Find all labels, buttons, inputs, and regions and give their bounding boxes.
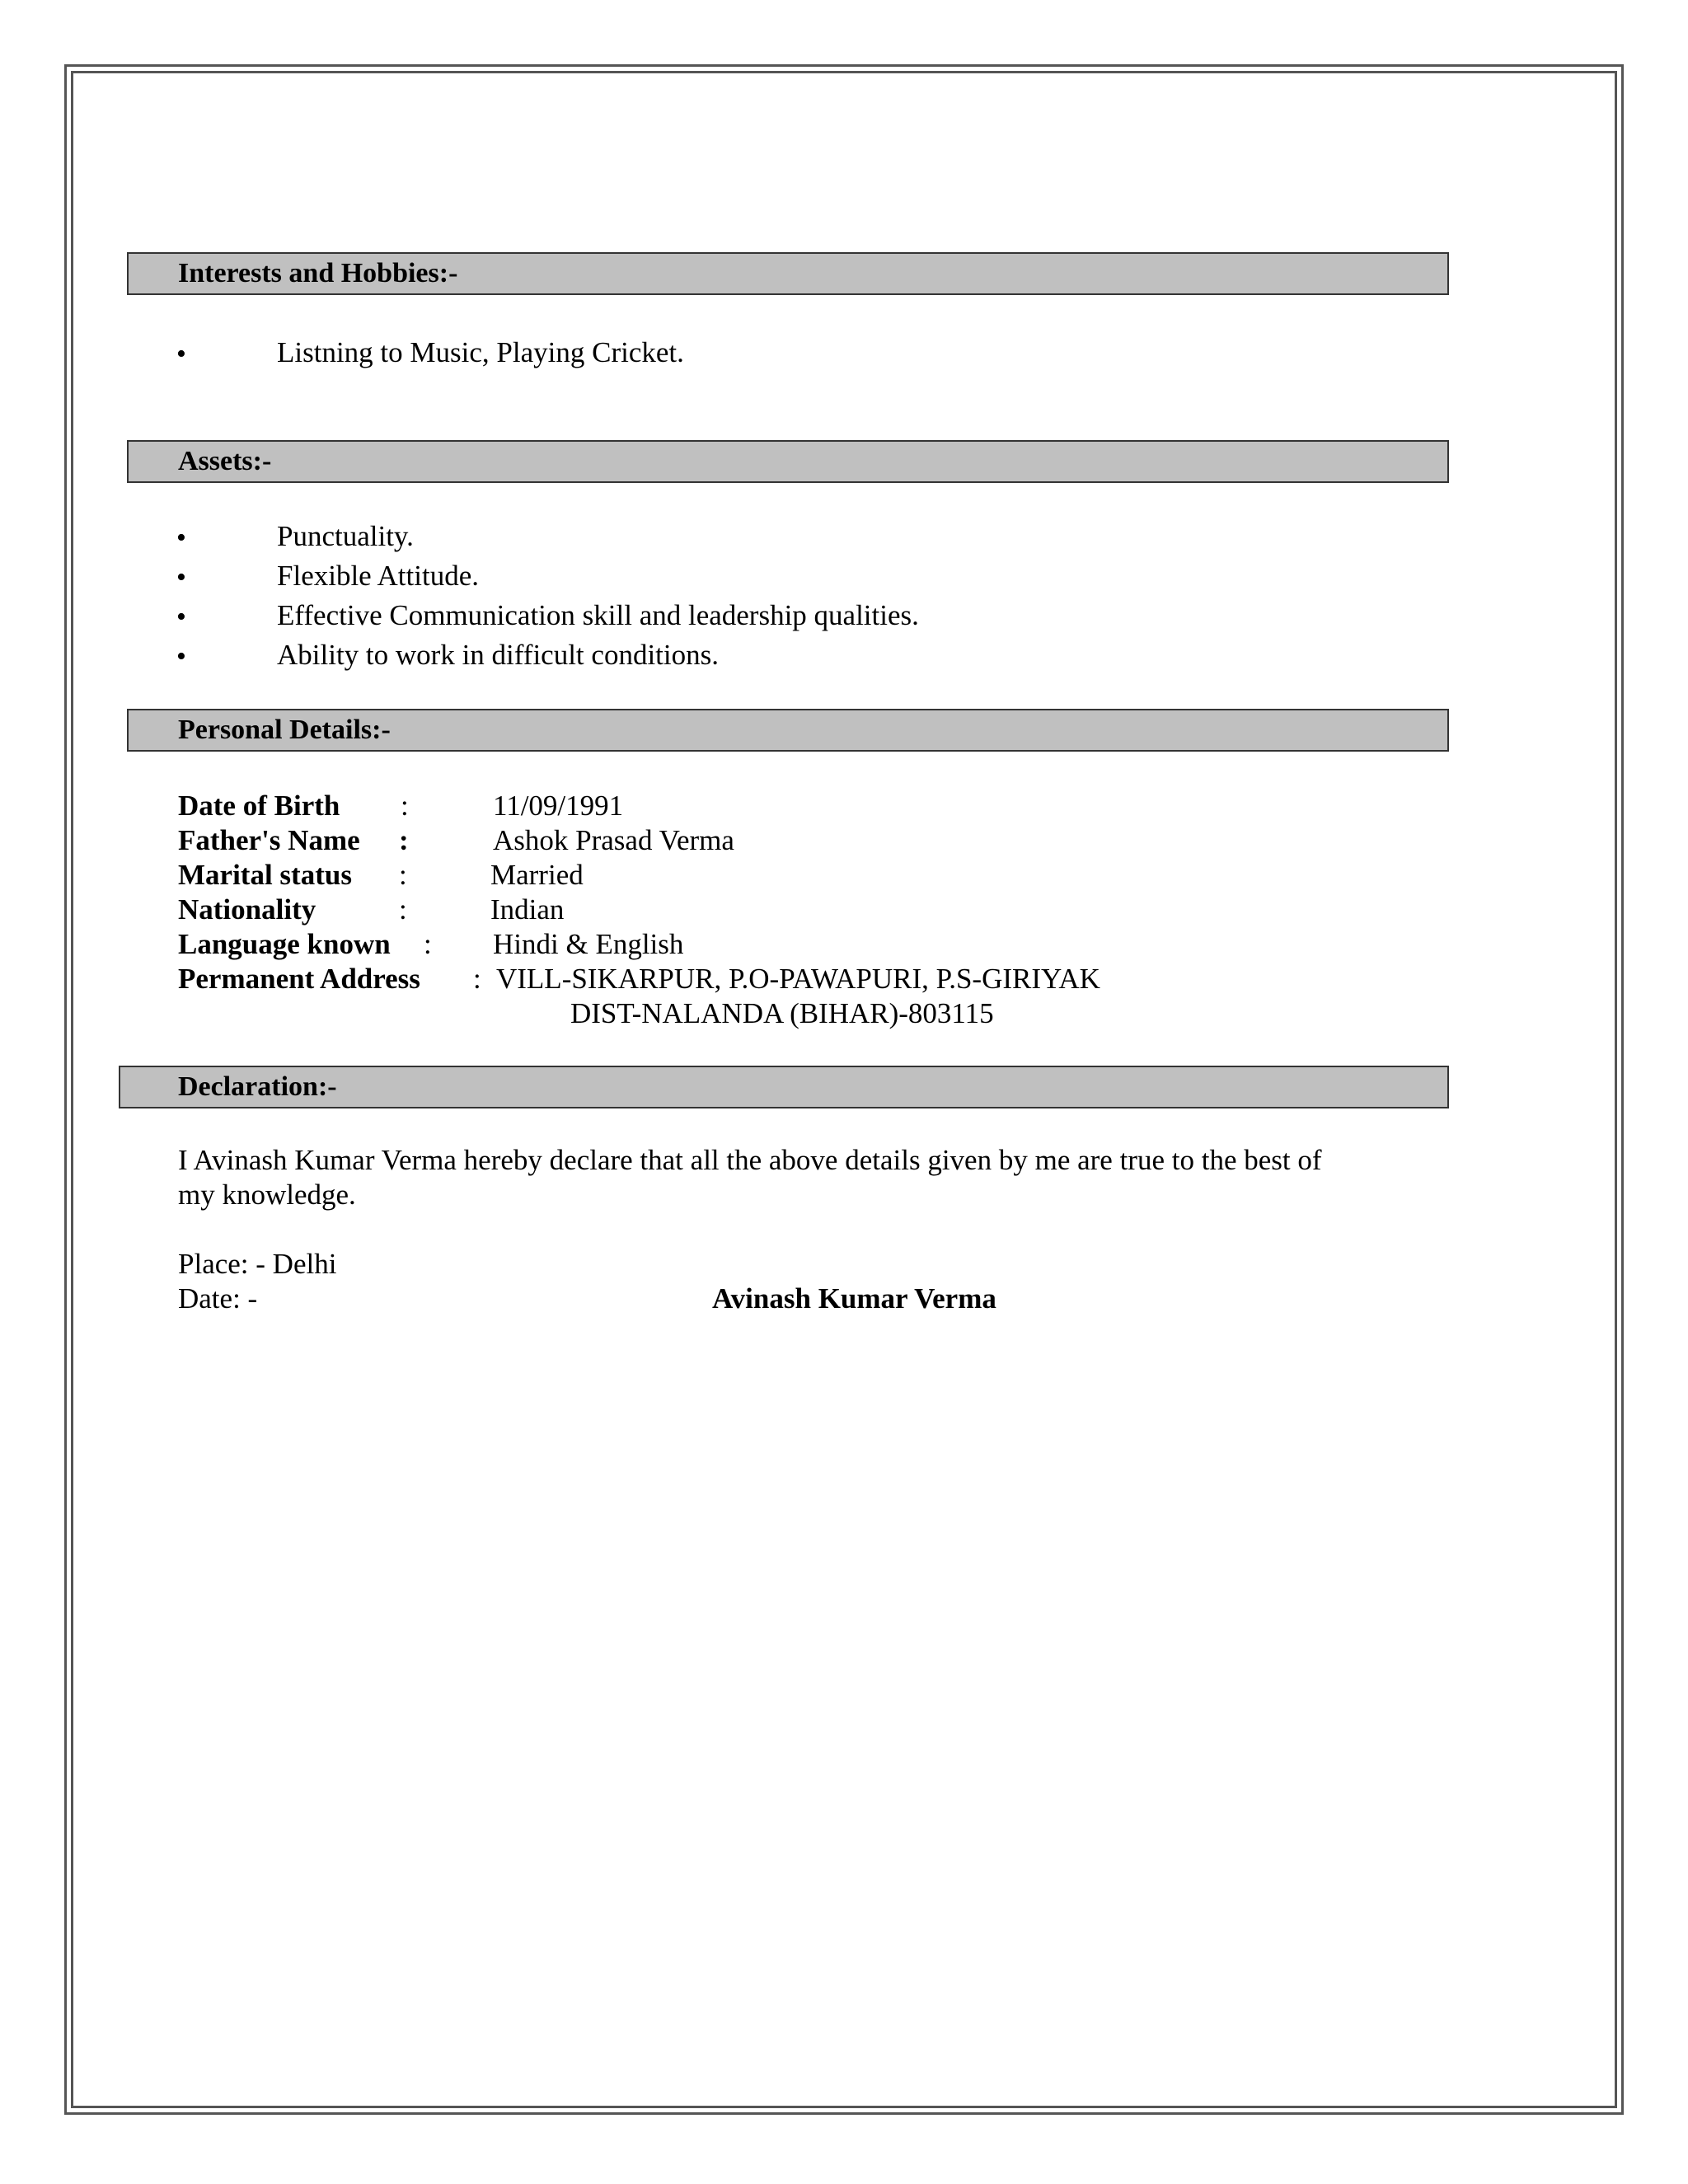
personal-label-address: Permanent Address <box>178 963 420 995</box>
declaration-text-line2: my knowledge. <box>178 1179 356 1211</box>
personal-label-nationality: Nationality <box>178 893 316 926</box>
personal-label-father: Father's Name <box>178 824 360 856</box>
section-header-personal <box>127 709 1449 752</box>
personal-label-marital: Marital status <box>178 859 352 891</box>
declaration-date: Date: - <box>178 1282 258 1315</box>
bullet-icon: • <box>176 523 186 553</box>
interest-item: Listning to Music, Playing Cricket. <box>277 336 684 368</box>
section-header-declaration <box>119 1066 1449 1108</box>
personal-sep: : <box>399 824 409 856</box>
personal-value-marital: Married <box>490 859 584 891</box>
bullet-icon: • <box>176 339 186 369</box>
declaration-place: Place: - Delhi <box>178 1248 337 1280</box>
personal-sep: : <box>424 928 432 960</box>
personal-value-nationality: Indian <box>490 893 565 926</box>
section-title-declaration: Declaration:- <box>178 1071 337 1102</box>
asset-item: Ability to work in difficult conditions. <box>277 639 719 671</box>
personal-label-dob: Date of Birth <box>178 790 340 822</box>
asset-item: Punctuality. <box>277 520 414 552</box>
declaration-text-line1: I Avinash Kumar Verma hereby declare that all the above details given by me are true to the best of <box>178 1144 1322 1176</box>
bullet-icon: • <box>176 562 186 593</box>
personal-sep: : <box>399 893 407 926</box>
personal-value-father: Ashok Prasad Verma <box>493 824 734 856</box>
personal-sep: : <box>399 859 407 891</box>
declaration-signature-name: Avinash Kumar Verma <box>712 1282 996 1315</box>
personal-sep: : <box>473 963 481 995</box>
personal-label-language: Language known <box>178 928 391 960</box>
personal-value-address-line2: DIST-NALANDA (BIHAR)-803115 <box>570 997 994 1029</box>
personal-value-address-line1: VILL-SIKARPUR, P.O-PAWAPURI, P.S-GIRIYAK <box>496 963 1100 995</box>
bullet-icon: • <box>176 641 186 672</box>
section-title-personal: Personal Details:- <box>178 715 391 745</box>
bullet-icon: • <box>176 602 186 632</box>
section-title-assets: Assets:- <box>178 446 272 476</box>
asset-item: Flexible Attitude. <box>277 560 479 592</box>
personal-value-dob: 11/09/1991 <box>493 790 624 822</box>
personal-sep: : <box>401 790 409 822</box>
section-header-interests <box>127 252 1449 295</box>
section-header-assets <box>127 440 1449 483</box>
asset-item: Effective Communication skill and leadership qualities. <box>277 599 919 631</box>
section-title-interests: Interests and Hobbies:- <box>178 258 458 288</box>
personal-value-language: Hindi & English <box>493 928 684 960</box>
